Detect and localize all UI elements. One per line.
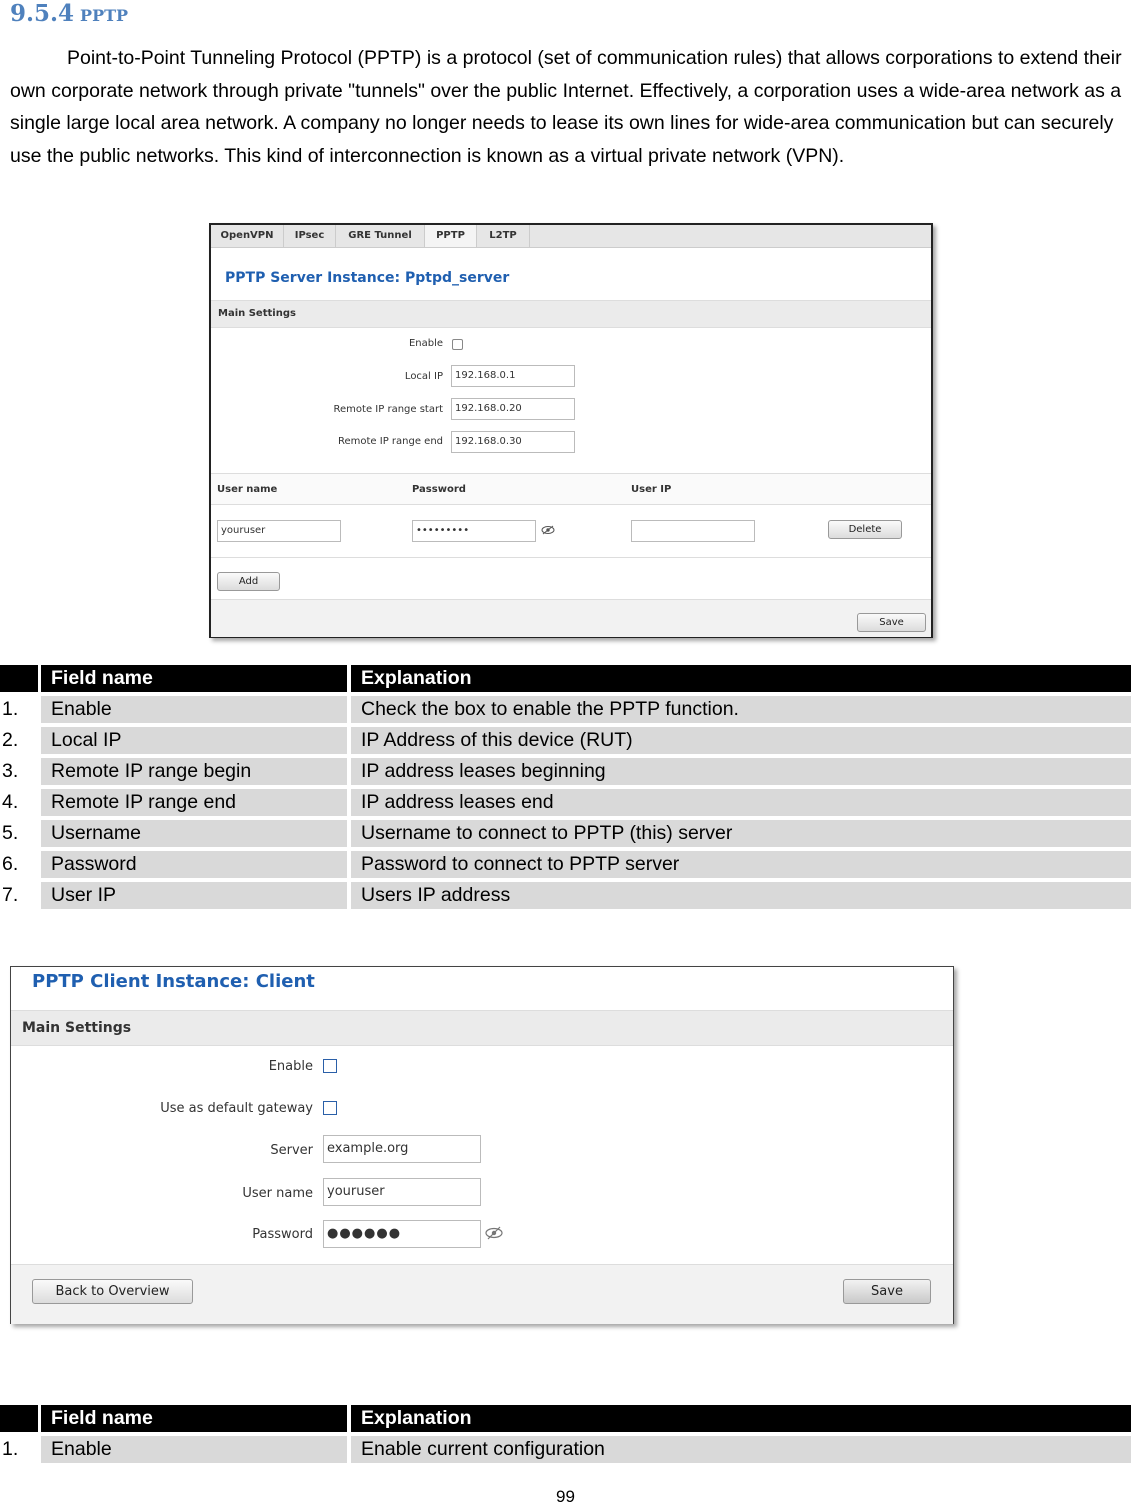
tab-pptp[interactable]: PPTP [425, 225, 477, 247]
table-row [0, 727, 1131, 754]
local-ip-input[interactable]: 192.168.0.1 [451, 365, 575, 387]
main-settings-label: Main Settings [218, 308, 296, 319]
row-field: Enable [41, 696, 347, 723]
row-explanation: Enable current configuration [351, 1436, 1131, 1463]
range-start-input[interactable]: 192.168.0.20 [451, 398, 575, 420]
table-header-row [0, 1405, 1131, 1432]
pptp-server-screenshot [209, 223, 933, 638]
tab-ipsec[interactable]: IPsec [284, 225, 336, 247]
row-number: 1. [0, 696, 38, 723]
username-label: User name [242, 1186, 313, 1201]
row-number: 6. [0, 851, 38, 878]
server-label: Server [270, 1143, 313, 1158]
section-number: 9.5.4 [10, 0, 75, 27]
password-input[interactable]: ●●●●●● [323, 1220, 481, 1248]
table-header-row [0, 665, 1131, 692]
row-field: User IP [41, 882, 347, 909]
client-instance-title: PPTP Client Instance: Client [32, 971, 315, 992]
main-settings-label: Main Settings [22, 1020, 132, 1036]
range-end-input[interactable]: 192.168.0.30 [451, 431, 575, 453]
enable-checkbox[interactable] [452, 339, 463, 350]
delete-button[interactable]: Delete [828, 520, 902, 539]
eye-icon[interactable] [541, 525, 555, 535]
main-settings-bar [11, 1010, 953, 1046]
username-input[interactable]: youruser [217, 520, 341, 542]
row-explanation: Check the box to enable the PPTP function. [351, 696, 1131, 723]
server-input[interactable]: example.org [323, 1135, 481, 1163]
col-user-name: User name [217, 484, 278, 495]
table-row [0, 820, 1131, 847]
table-row [0, 789, 1131, 816]
table-row [0, 851, 1131, 878]
divider [211, 557, 931, 558]
header-field-name: Field name [41, 665, 347, 692]
header-explanation: Explanation [351, 1405, 1131, 1432]
col-user-ip: User IP [631, 484, 672, 495]
header-explanation: Explanation [351, 665, 1131, 692]
back-to-overview-button[interactable]: Back to Overview [32, 1279, 193, 1304]
server-instance-title: PPTP Server Instance: Pptpd_server [225, 270, 510, 286]
header-field-name: Field name [41, 1405, 347, 1432]
tab-bar [211, 225, 931, 248]
add-button[interactable]: Add [217, 572, 280, 591]
save-button[interactable]: Save [857, 613, 926, 632]
row-field: Local IP [41, 727, 347, 754]
table-row [0, 882, 1131, 909]
table-row [0, 696, 1131, 723]
user-table-header [211, 474, 931, 505]
password-label: Password [252, 1227, 313, 1242]
default-gateway-checkbox[interactable] [323, 1101, 337, 1115]
row-number: 2. [0, 727, 38, 754]
default-gateway-label: Use as default gateway [160, 1101, 313, 1116]
row-field: Password [41, 851, 347, 878]
enable-checkbox[interactable] [323, 1059, 337, 1073]
range-start-label: Remote IP range start [333, 404, 443, 415]
local-ip-label: Local IP [404, 371, 443, 382]
row-explanation: Username to connect to PPTP (this) server [351, 820, 1131, 847]
row-explanation: Users IP address [351, 882, 1131, 909]
table-row [0, 1436, 1131, 1463]
footer-bar [211, 599, 931, 637]
row-explanation: IP address leases beginning [351, 758, 1131, 785]
section-title: PPTP [80, 6, 129, 25]
intro-text: Point-to-Point Tunneling Protocol (PPTP) is a protocol (set of communication rules) that allows corporations to extend their own corporate network through private "tunnels" over the public Internet. Effectively, a corporation uses a wide-area network as a single large local area network. A company no longer needs to lease its own lines for wide-area communication but can securely use the public networks. This kind of interconnection is known as a virtual private network (VPN). [10, 47, 1122, 167]
row-explanation: IP Address of this device (RUT) [351, 727, 1131, 754]
row-number: 1. [0, 1436, 38, 1463]
row-field: Remote IP range end [41, 789, 347, 816]
tab-openvpn[interactable]: OpenVPN [211, 225, 284, 247]
row-number: 3. [0, 758, 38, 785]
password-input[interactable]: ••••••••• [412, 520, 536, 542]
pptp-client-screenshot [10, 966, 954, 1324]
save-button[interactable]: Save [843, 1279, 931, 1304]
range-end-label: Remote IP range end [337, 436, 443, 447]
section-heading [10, 0, 128, 27]
table-row [0, 758, 1131, 785]
page-number: 99 [556, 1487, 575, 1506]
main-settings-bar [211, 300, 931, 328]
row-number: 4. [0, 789, 38, 816]
intro-paragraph [10, 42, 1130, 172]
row-explanation: IP address leases end [351, 789, 1131, 816]
username-input[interactable]: youruser [323, 1178, 481, 1206]
row-number: 7. [0, 882, 38, 909]
col-password: Password [412, 484, 466, 495]
tab-gre-tunnel[interactable]: GRE Tunnel [336, 225, 425, 247]
row-field: Username [41, 820, 347, 847]
eye-icon[interactable] [485, 1226, 503, 1240]
enable-label: Enable [408, 338, 443, 349]
row-field: Enable [41, 1436, 347, 1463]
enable-label: Enable [268, 1059, 313, 1074]
row-number: 5. [0, 820, 38, 847]
user-ip-input[interactable] [631, 520, 755, 542]
row-explanation: Password to connect to PPTP server [351, 851, 1131, 878]
row-field: Remote IP range begin [41, 758, 347, 785]
tab-l2tp[interactable]: L2TP [477, 225, 530, 247]
